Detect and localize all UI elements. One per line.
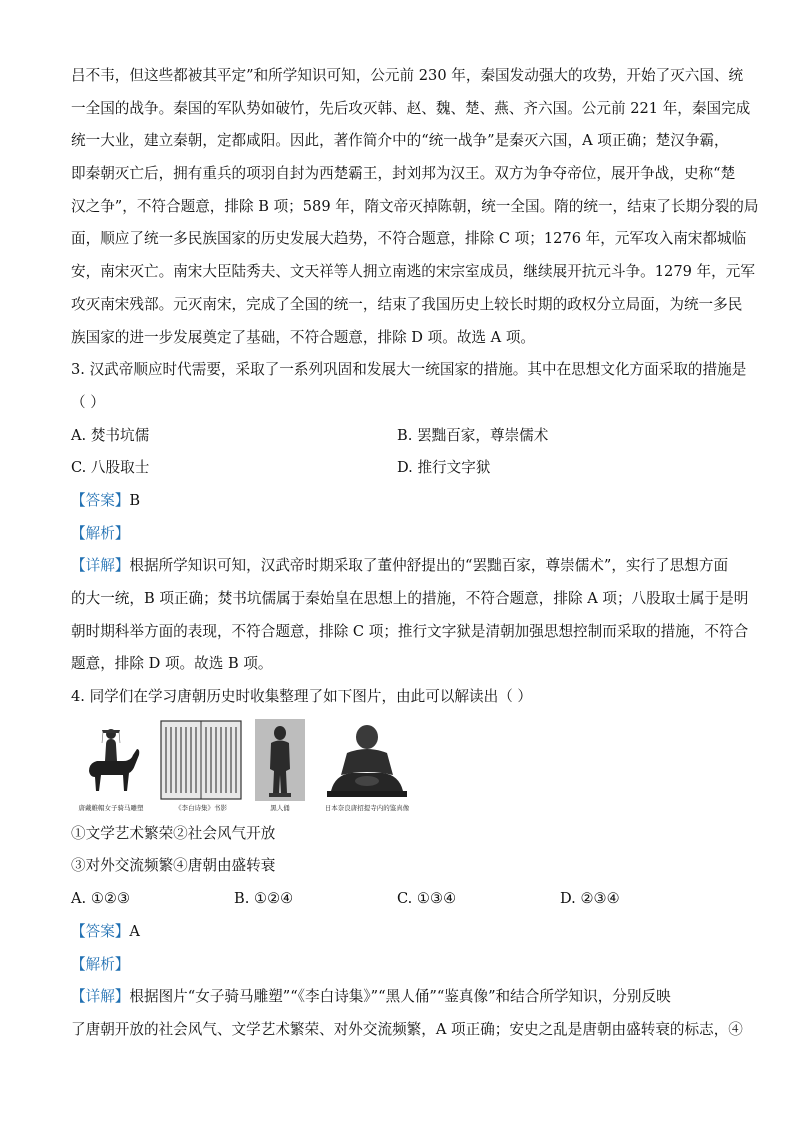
- question-stem: 4. 同学们在学习唐朝历史时收集整理了如下图片，由此可以解读出（ ）: [71, 688, 533, 706]
- question-4: [71, 681, 743, 1047]
- figure-book: [159, 719, 243, 812]
- horse-rider-statue-icon: [75, 719, 147, 801]
- answer-value: B: [129, 491, 141, 509]
- text-line: 安，南宋灭亡。南宋大臣陆秀夫、文天祥等人拥立南逃的宋宗室成员，继续展开抗元斗争。1279 年，元军: [71, 263, 755, 281]
- text-line: 统一大业，建立秦朝，定都咸阳。因此，著作简介中的“统一战争”是秦灭六国，A 项正确；楚汉争霸，: [71, 132, 729, 150]
- text-line: [71, 981, 723, 1014]
- options-list: [71, 420, 723, 485]
- option-b: B. 罢黜百家，尊崇儒术: [397, 426, 549, 444]
- options-list: [71, 883, 723, 916]
- option-a: A. 焚书坑儒: [71, 426, 150, 444]
- answer-tag: 【答案】: [71, 922, 130, 940]
- seated-monk-statue-icon: [317, 719, 417, 801]
- text-line: 即秦朝灭亡后，拥有重兵的项羽自封为西楚霸王，封刘邦为汉王。双方为争夺帝位，展开争战，史称“楚: [71, 165, 736, 183]
- statement-line: ③对外交流频繁④唐朝由盛转衰: [71, 857, 276, 875]
- option-c: C. 八股取士: [71, 459, 150, 477]
- analysis-tag: 【解析】: [71, 955, 130, 973]
- option-c: C. ①③④: [397, 890, 457, 908]
- text-line: 族国家的进一步发展奠定了基础，不符合题意，排除 D 项。故选 A 项。: [71, 328, 536, 346]
- figure-caption: 唐戴帷帽女子骑马雕塑: [78, 803, 144, 812]
- figure-strip: [75, 716, 723, 812]
- figure-caption: 《李白诗集》书影: [175, 803, 227, 812]
- detail-paragraph: [71, 981, 743, 1046]
- text-line: 朝时期科举方面的表现，不符合题意，排除 C 项；推行文字狱是清朝加强思想控制而采取的措施，不符合: [71, 622, 749, 640]
- document-page: [71, 60, 759, 1047]
- answer-value: A: [129, 922, 140, 940]
- option-b: B. ①②④: [234, 890, 294, 908]
- text-line: 题意，排除 D 项。故选 B 项。: [71, 655, 273, 673]
- answer-row: [71, 485, 723, 518]
- statement-line: ①文学艺术繁荣②社会风气开放: [71, 824, 276, 842]
- question-3: [71, 354, 749, 681]
- prev-analysis-paragraph: [71, 60, 759, 354]
- figurine-icon: [255, 719, 305, 801]
- detail-tag: 【详解】: [71, 557, 130, 575]
- answer-row: [71, 916, 723, 949]
- figure-figurine: [255, 719, 305, 812]
- option-d: D. 推行文字狱: [397, 459, 491, 477]
- text-line: 汉之争”，不符合题意，排除 B 项；589 年，隋文帝灭掉陈朝，统一全国。隋的统一，结束了长期分裂的局: [71, 197, 759, 215]
- question-stem-blank: （ ）: [71, 393, 105, 411]
- figure-caption: 黑人俑: [270, 803, 290, 812]
- text-line: 的大一统，B 项正确；焚书坑儒属于秦始皇在思想上的措施，不符合题意，排除 A 项；八股取士属于是明: [71, 590, 749, 607]
- text-line: [71, 550, 729, 583]
- book-page-icon: [159, 719, 243, 801]
- text-line: 攻灭南宋残部。元灭南宋，完成了全国的统一，结束了我国历史上较长时期的政权分立局面，为统一多民: [71, 295, 743, 313]
- detail-paragraph: [71, 550, 749, 681]
- detail-text: 根据所学知识可知，汉武帝时期采取了董仲舒提出的“罢黜百家，尊崇儒术”，实行了思想方面: [129, 557, 729, 575]
- text-line: 了唐朝开放的社会风气、文学艺术繁荣、对外交流频繁，A 项正确；安史之乱是唐朝由盛转衰的标志，④: [71, 1020, 743, 1038]
- text-line: 面，顺应了统一多民族国家的历史发展大趋势，不符合题意，排除 C 项；1276 年，元军攻入南宋都城临: [71, 230, 747, 248]
- detail-tag: 【详解】: [71, 988, 130, 1006]
- text-line: 一全国的战争。秦国的军队势如破竹，先后攻灭韩、赵、魏、楚、燕、齐六国。公元前 221 年，秦国完成: [71, 99, 751, 117]
- figure-horse-rider: [75, 719, 147, 812]
- option-a: A. ①②③: [71, 890, 131, 908]
- option-d: D. ②③④: [560, 890, 620, 908]
- detail-text: 根据图片“女子骑马雕塑”“《李白诗集》”“黑人俑”“鉴真像”和结合所学知识，分别反映: [129, 988, 671, 1006]
- figure-monk: [317, 719, 417, 812]
- text-line: 吕不韦，但这些都被其平定”和所学知识可知，公元前 230 年，秦国发动强大的攻势，开始了灭六国、统: [71, 67, 744, 84]
- question-stem: 3. 汉武帝顺应时代需要，采取了一系列巩固和发展大一统国家的措施。其中在思想文化方面采取的措施是: [71, 361, 747, 379]
- analysis-tag: 【解析】: [71, 524, 130, 542]
- figure-caption: 日本奈良唐招提寺内的鉴真像: [324, 803, 410, 812]
- answer-tag: 【答案】: [71, 491, 130, 509]
